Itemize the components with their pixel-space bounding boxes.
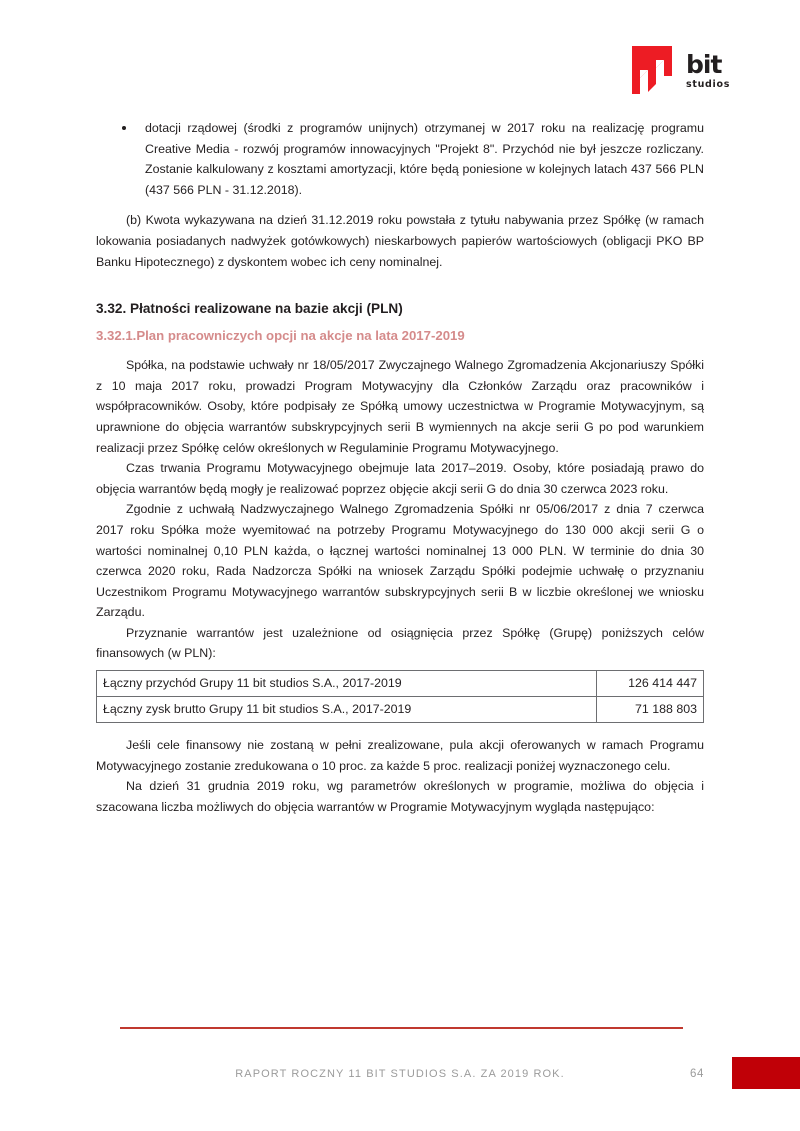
spacer [96, 723, 704, 735]
spacer [96, 200, 704, 210]
table-row [97, 697, 704, 723]
page-number: 64 [690, 1068, 704, 1080]
paragraph-4: Przyznanie warrantów jest uzależnione od osiągnięcia przez Spółkę (Grupę) poniższych celów finansowych (w PLN): [96, 625, 704, 661]
paragraph-6: Na dzień 31 grudnia 2019 roku, wg parametrów określonych w programie, możliwa do objęcia i szacowana liczba możliwych do objęcia warrantów w Programie Motywacyjnym wygląda następująco: [96, 779, 704, 814]
table-row [97, 671, 704, 697]
goal-label: Łączny zysk brutto Grupy 11 bit studios S.A., 2017-2019 [97, 697, 597, 723]
footer-divider [120, 1027, 683, 1029]
paragraph-5: Jeśli cele finansowy nie zostaną w pełni zrealizowane, pula akcji oferowanych w ramach Programu Motywacyjnego zostanie zredukowana o 10 proc. za każde 5 proc. realizacji poniżej wyznaczonego celu. [96, 738, 704, 773]
bit-studios-logo-mark [624, 46, 680, 94]
company-logo [624, 46, 744, 102]
footer-text: RAPORT ROCZNY 11 BIT STUDIOS S.A. ZA 2019 ROK. [235, 1068, 565, 1080]
paragraph-2: Czas trwania Programu Motywacyjnego obejmuje lata 2017–2019. Osoby, które posiadają prawo do objęcia warrantów będą mogły je realizować poprzez objęcie akcji serii G do dnia 30 czerwca 2023 roku. [96, 461, 704, 496]
list-item: dotacji rządowej (środki z programów unijnych) otrzymanej w 2017 roku na realizację programu Creative Media - rozwój programów innowacyjnych "Projekt 8". Przychód nie był jeszcze rozliczany. Zostanie kalkulowany z kosztami amortyzacji, które będą poniesione w kolejnych latach 437 566 PLN (437 566 PLN - 31.12.2018). [122, 118, 704, 200]
bullet-list [96, 118, 704, 200]
goal-value: 71 188 803 [597, 697, 704, 723]
logo-name: bit [686, 50, 722, 79]
paragraph-3: Zgodnie z uchwałą Nadzwyczajnego Walnego Zgromadzenia Spółki nr 05/06/2017 z dnia 7 czerwca 2017 roku Spółka może wyemitować na potrzeby Programu Motywacyjnego do 130 000 akcji serii G o wartości nominalnej 0,10 PLN każda, o łącznej wartości nominalnej 13 000 PLN. W terminie do dnia 30 czerwca 2020 roku, Rada Nadzorcza Spółki na wniosek Zarządu Spółki podejmie uchwałę o przyznaniu Uczestnikom Programu Motywacyjnego warrantów subskrypcyjnych serii B w liczbie określonej we wniosku Zarządu. [96, 502, 704, 620]
section-heading: 3.32. Płatności realizowane na bazie akcji (PLN) [96, 301, 403, 317]
paragraph-b: (b) Kwota wykazywana na dzień 31.12.2019 roku powstała z tytułu nabywania przez Spółkę (w ramach lokowania posiadanych nadwyżek gotówkowych) nieskarbowych papierów wartościowych (obligacji PKO BP Banku Hipotecznego) z dyskontem wobec ich ceny nominalnej. [96, 213, 704, 269]
financial-goals-table [96, 670, 704, 723]
subsection-heading: 3.32.1.Plan pracowniczych opcji na akcje na lata 2017-2019 [96, 328, 465, 344]
spacer [96, 345, 704, 355]
table-body [97, 671, 704, 723]
goal-value: 126 414 447 [597, 671, 704, 697]
goal-label: Łączny przychód Grupy 11 bit studios S.A., 2017-2019 [97, 671, 597, 697]
logo-tagline: studios [686, 79, 731, 90]
page-content [96, 118, 704, 817]
paragraph-1: Spółka, na podstawie uchwały nr 18/05/2017 Zwyczajnego Walnego Zgromadzenia Akcjonariuszy Spółki z 10 maja 2017 roku, prowadzi Program Motywacyjny dla Członków Zarządu oraz pracowników i współpracowników. Osoby, które podpisały ze Spółką umowy uczestnictwa w Programie Motywacyjnym, są uprawnione do objęcia warrantów subskrypcyjnych serii B wymiennych na akcje serii G po pod warunkiem realizacji przez Spółkę celów określonych w Regulaminie Programu Motywacyjnego. [96, 358, 704, 455]
footer-accent-block [732, 1057, 800, 1089]
logo-wordmark [686, 52, 746, 90]
